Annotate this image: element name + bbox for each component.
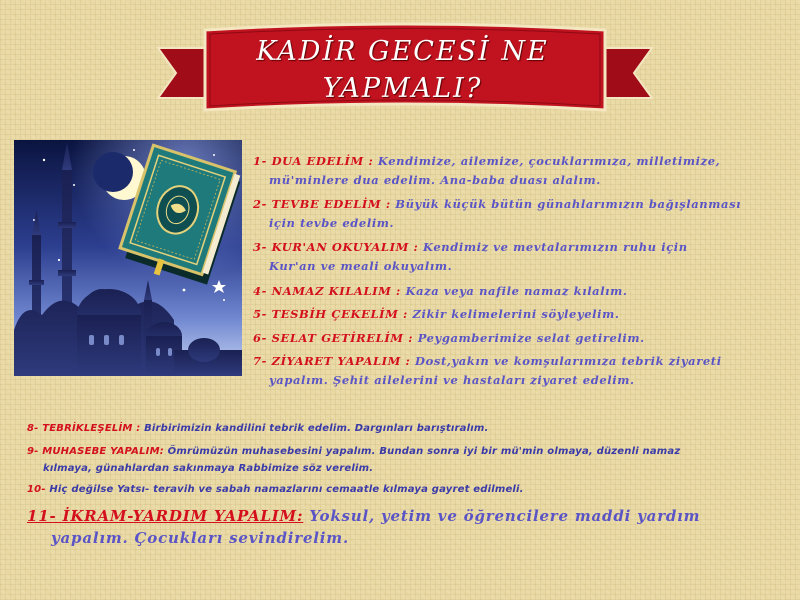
item-text: Hiç değilse Yatsı- teravih ve sabah namazlarını cemaatle kılmaya gayret edilmeli. — [49, 484, 524, 495]
item-heading: 1- DUA EDELİM : — [253, 154, 374, 168]
item-text-cont: kılmaya, günahlardan sakınmaya Rabbimize söz verelim. — [43, 463, 374, 474]
page-title: KADİR GECESİ NE YAPMALI? — [256, 36, 549, 104]
list-item — [253, 238, 783, 276]
item-heading: 6- SELAT GETİRELİM : — [253, 331, 414, 345]
item-text: Peygamberimize selat getirelim. — [417, 331, 645, 345]
list-item — [253, 352, 783, 390]
item-heading: 9- MUHASEBE YAPALIM: — [27, 446, 164, 457]
item-heading: 2- TEVBE EDELİM : — [253, 197, 391, 211]
list-item — [253, 195, 783, 233]
list-item — [27, 420, 787, 437]
item-heading: 3- KUR'AN OKUYALIM : — [253, 240, 419, 254]
item-text: Yoksul, yetim ve öğrencilere maddi yardım — [309, 507, 701, 525]
list-item — [253, 305, 783, 324]
list-item — [253, 329, 783, 348]
mosque-crescent-quran-image — [14, 140, 242, 376]
item-text: Birbirimizin kandilini tebrik edelim. Dargınları barıştıralım. — [144, 423, 489, 434]
item-text: Ömrümüzün muhasebesini yapalım. Bundan sonra iyi bir mü'min olmaya, düzenli namaz — [167, 446, 681, 457]
item-text: Büyük küçük bütün günahlarımızın bağışlanması — [395, 197, 742, 211]
item-text-cont: yapalım. Çocukları sevindirelim. — [51, 529, 350, 547]
item-text: Kendimiz ve mevtalarımızın ruhu için — [423, 240, 688, 254]
list-item — [27, 481, 787, 498]
item-text: Kaza veya nafile namaz kılalım. — [405, 284, 628, 298]
item-heading: 5- TESBİH ÇEKELİM : — [253, 307, 408, 321]
item-text-cont: Kur'an ve meali okuyalım. — [269, 259, 453, 273]
item-text-cont: için tevbe edelim. — [269, 216, 395, 230]
item-text: Dost,yakın ve komşularımıza tebrik ziyareti — [415, 354, 722, 368]
item-heading: 10- — [27, 484, 46, 495]
list-item — [27, 443, 787, 477]
list-item — [27, 505, 787, 549]
item-text-cont: yapalım. Şehit ailelerini ve hastaları ziyaret edelim. — [269, 373, 635, 387]
item-heading: 11- İKRAM-YARDIM YAPALIM: — [27, 507, 304, 525]
item-text: Kendimize, ailemize, çocuklarımıza, milletimize, — [377, 154, 721, 168]
item-heading: 4- NAMAZ KILALIM : — [253, 284, 401, 298]
item-text-cont: mü'minlere dua edelim. Ana-baba duası alalım. — [269, 173, 601, 187]
item-heading: 7- ZİYARET YAPALIM : — [253, 354, 411, 368]
list-item — [253, 152, 783, 190]
item-text: Zikir kelimelerini söyleyelim. — [412, 307, 620, 321]
item-heading: 8- TEBRİKLEŞELİM : — [27, 423, 141, 434]
list-item — [253, 282, 783, 301]
